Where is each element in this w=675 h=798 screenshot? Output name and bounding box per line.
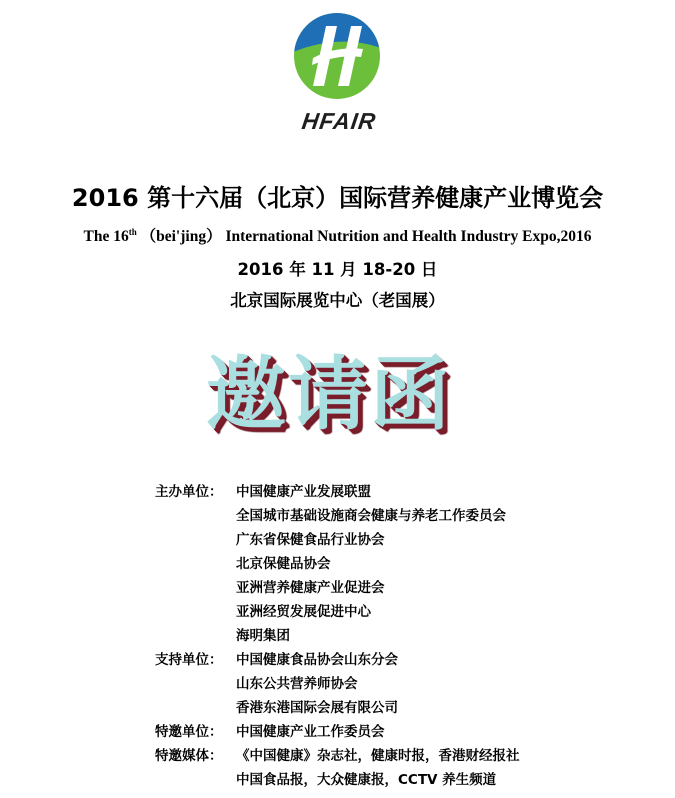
organizer-group-label: 主办单位： <box>155 484 223 500</box>
organizer-item: 全国城市基础设施商会健康与养老工作委员会 <box>236 508 506 524</box>
organizer-group-host <box>155 480 520 648</box>
organizer-group-label: 支持单位： <box>155 652 223 668</box>
organizer-item: 《中国健康》杂志社，健康时报，香港财经报社 <box>236 748 520 764</box>
organizer-group-label: 特邀单位： <box>155 724 223 740</box>
organizer-group-special <box>155 720 520 744</box>
organizer-item: 中国食品报，大众健康报，CCTV 养生频道 <box>236 772 497 788</box>
organizer-item: 中国健康产业发展联盟 <box>236 484 371 500</box>
expo-title-en-prefix: The 16 <box>83 228 129 245</box>
organizer-item: 中国健康食品协会山东分会 <box>236 652 398 668</box>
organizer-group-label: 特邀媒体： <box>155 748 223 764</box>
expo-date: 2016 年 11 月 18-20 日 <box>237 260 438 279</box>
organizer-list <box>155 480 520 792</box>
organizer-item: 海明集团 <box>236 628 290 644</box>
expo-title-en-suffix: （bei'jing） International Nutrition and Health Industry Expo,2016 <box>140 228 592 245</box>
organizer-item: 中国健康产业工作委员会 <box>236 724 385 740</box>
invitation-heading: 邀请函 <box>206 347 452 441</box>
organizer-item: 香港东港国际会展有限公司 <box>236 700 398 716</box>
organizer-item: 北京保健品协会 <box>236 556 331 572</box>
organizer-item: 亚洲营养健康产业促进会 <box>236 580 385 596</box>
expo-title-cn: 2016 第十六届（北京）国际营养健康产业博览会 <box>71 184 604 212</box>
organizer-group-support <box>155 648 520 720</box>
hfair-logo-icon <box>293 12 381 100</box>
expo-title-en-sup: th <box>128 226 137 237</box>
organizer-group-media <box>155 744 520 792</box>
organizer-item: 山东公共营养师协会 <box>236 676 358 692</box>
expo-title-en <box>0 224 675 246</box>
organizer-item: 亚洲经贸发展促进中心 <box>236 604 371 620</box>
brand-name: HFAIR <box>300 108 378 134</box>
organizer-item: 广东省保健食品行业协会 <box>236 532 385 548</box>
expo-venue: 北京国际展览中心（老国展） <box>230 291 445 310</box>
